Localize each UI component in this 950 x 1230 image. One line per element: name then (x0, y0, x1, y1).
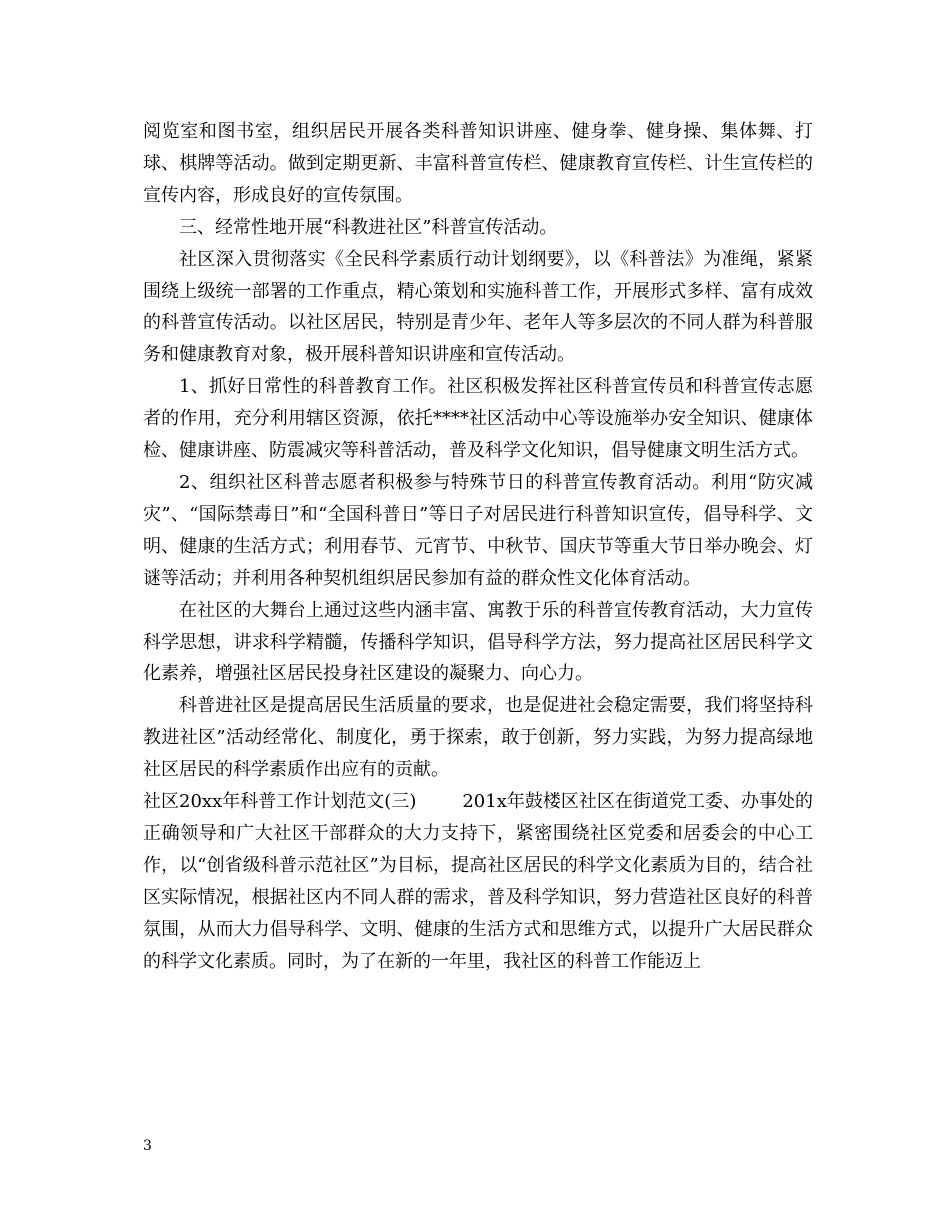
page-number: 3 (143, 1138, 152, 1154)
section-heading-three: 三、经常性地开展“科教进社区”科普宣传活动。 (179, 216, 558, 238)
paragraph-stage-activities: 在社区的大舞台上通过这些内涵丰富、寓教于乐的科普宣传教育活动，大力宣传科学思想，讲求科学精髓，传播科学知识，倡导科学方法，努力提高社区居民科学文化素养，增强社区居民投身社区建设的凝聚力、向心力。 (143, 599, 813, 685)
paragraph-plan-three (143, 786, 813, 977)
plan-three-heading: 社区20xx年科普工作计划范文(三) (143, 791, 417, 813)
paragraph-item-two: 2、组织社区科普志愿者积极参与特殊节日的科普宣传教育活动。利用“防灾减灾”、“国际禁毒日”和“全国科普日”等日子对居民进行科普知识宣传，倡导科学、文明、健康的生活方式；利用春节、元宵节、中秋节、国庆节等重大节日举办晚会、灯谜等活动；并利用各种契机组织居民参加有益的群众性文化体育活动。 (143, 471, 813, 589)
paragraph-continuation: 阅览室和图书室，组织居民开展各类科普知识讲座、健身拳、健身操、集体舞、打球、棋牌等活动。做到定期更新、丰富科普宣传栏、健康教育宣传栏、计生宣传栏的宣传内容，形成良好的宣传氛围。 (143, 121, 813, 206)
plan-three-text: 201x年鼓楼区社区在街道党工委、办事处的正确领导和广大社区干部群众的大力支持下，紧密围绕社区党委和居委会的中心工作，以“创省级科普示范社区”为目标，提高社区居民的科学文化素质为目的，结合社区实际情况，根据社区内不同人群的需求，普及科学知识，努力营造社区良好的科普氛围，从而大力倡导科学、文明、健康的生活方式和思维方式，以提升广大居民群众的科学文化素质。同时，为了在新的一年里，我社区的科普工作能迈上 (143, 791, 813, 972)
paragraph-conclusion: 科普进社区是提高居民生活质量的要求，也是促进社会稳定需要，我们将坚持科教进社区”活动经常化、制度化，勇于探索，敢于创新，努力实践，为努力提高绿地社区居民的科学素质作出应有的贡献。 (143, 695, 813, 781)
paragraph-item-one: 1、抓好日常性的科普教育工作。社区积极发挥社区科普宣传员和科普宣传志愿者的作用，充分利用辖区资源，依托****社区活动中心等设施举办安全知识、健康体检、健康讲座、防震减灾等科普活动，普及科学文化知识，倡导健康文明生活方式。 (143, 376, 813, 462)
document-body (143, 116, 813, 977)
paragraph-implementation: 社区深入贯彻落实《全民科学素质行动计划纲要》，以《科普法》为准绳，紧紧围绕上级统一部署的工作重点，精心策划和实施科普工作，开展形式多样、富有成效的科普宣传活动。以社区居民，特别是青少年、老年人等多层次的不同人群为科普服务和健康教育对象，极开展科普知识讲座和宣传活动。 (143, 248, 813, 366)
